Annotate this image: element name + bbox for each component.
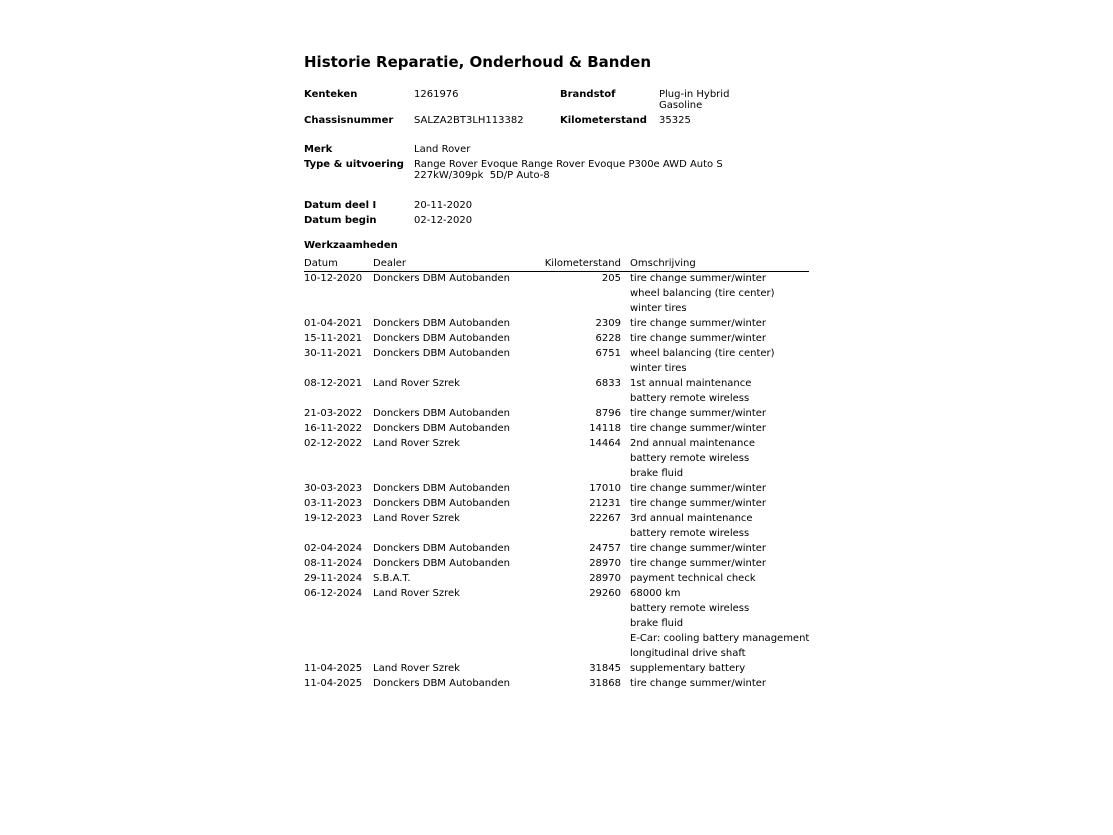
- cell-date: 01-04-2021: [304, 318, 363, 329]
- cell-date: 06-12-2024: [304, 588, 363, 599]
- type-value: [414, 159, 723, 181]
- cell-date: 03-11-2023: [304, 498, 363, 509]
- cell-description: payment technical check: [630, 573, 756, 584]
- cell-kilometerstand: 2309: [595, 318, 621, 329]
- datum-begin-label: Datum begin: [304, 215, 377, 226]
- cell-description: 2nd annual maintenance: [630, 438, 755, 449]
- cell-description: winter tires: [630, 363, 687, 374]
- cell-dealer: Land Rover Szrek: [373, 588, 460, 599]
- cell-dealer: Land Rover Szrek: [373, 378, 460, 389]
- cell-kilometerstand: 28970: [589, 573, 621, 584]
- cell-description: tire change summer/winter: [630, 498, 767, 509]
- cell-dealer: Land Rover Szrek: [373, 438, 460, 449]
- table-row: [304, 678, 809, 693]
- cell-kilometerstand: 31868: [589, 678, 621, 689]
- table-row: [304, 393, 809, 408]
- cell-description: battery remote wireless: [630, 453, 750, 464]
- table-row: [304, 588, 809, 603]
- cell-description: wheel balancing (tire center): [630, 288, 775, 299]
- cell-description: tire change summer/winter: [630, 543, 767, 554]
- work-table-body: [304, 273, 809, 693]
- kenteken-label: Kenteken: [304, 89, 358, 100]
- cell-dealer: Donckers DBM Autobanden: [373, 678, 510, 689]
- datum-deel-value: 20-11-2020: [414, 200, 473, 211]
- column-header-date: Datum: [304, 258, 338, 269]
- table-row: [304, 468, 809, 483]
- cell-description: winter tires: [630, 303, 687, 314]
- cell-description: tire change summer/winter: [630, 483, 767, 494]
- cell-date: 30-11-2021: [304, 348, 363, 359]
- cell-date: 21-03-2022: [304, 408, 363, 419]
- cell-date: 08-11-2024: [304, 558, 363, 569]
- type-line-2: 227kW/309pk 5D/P Auto-8: [414, 170, 550, 181]
- table-row: [304, 438, 809, 453]
- table-row: [304, 648, 809, 663]
- kenteken-value: 1261976: [414, 89, 459, 100]
- cell-date: 08-12-2021: [304, 378, 363, 389]
- cell-dealer: Donckers DBM Autobanden: [373, 483, 510, 494]
- cell-date: 11-04-2025: [304, 678, 363, 689]
- cell-dealer: Donckers DBM Autobanden: [373, 498, 510, 509]
- cell-description: 68000 km: [630, 588, 681, 599]
- cell-kilometerstand: 31845: [589, 663, 621, 674]
- werkzaamheden-heading: Werkzaamheden: [304, 240, 398, 251]
- table-row: [304, 348, 809, 363]
- datum-deel-label: Datum deel I: [304, 200, 377, 211]
- cell-kilometerstand: 21231: [589, 498, 621, 509]
- table-row: [304, 363, 809, 378]
- cell-dealer: S.B.A.T.: [373, 573, 411, 584]
- table-row: [304, 453, 809, 468]
- cell-kilometerstand: 14464: [589, 438, 621, 449]
- cell-kilometerstand: 24757: [589, 543, 621, 554]
- table-row: [304, 303, 809, 318]
- cell-kilometerstand: 22267: [589, 513, 621, 524]
- cell-description: supplementary battery: [630, 663, 746, 674]
- cell-description: brake fluid: [630, 618, 684, 629]
- cell-date: 10-12-2020: [304, 273, 363, 284]
- cell-dealer: Donckers DBM Autobanden: [373, 333, 510, 344]
- merk-label: Merk: [304, 144, 333, 155]
- cell-date: 16-11-2022: [304, 423, 363, 434]
- cell-kilometerstand: 17010: [589, 483, 621, 494]
- cell-kilometerstand: 8796: [595, 408, 621, 419]
- cell-dealer: Donckers DBM Autobanden: [373, 318, 510, 329]
- cell-date: 15-11-2021: [304, 333, 363, 344]
- chassis-label: Chassisnummer: [304, 115, 394, 126]
- chassis-value: SALZA2BT3LH113382: [414, 115, 524, 126]
- cell-dealer: Donckers DBM Autobanden: [373, 273, 510, 284]
- cell-description: wheel balancing (tire center): [630, 348, 775, 359]
- cell-kilometerstand: 6751: [595, 348, 621, 359]
- cell-dealer: Donckers DBM Autobanden: [373, 423, 510, 434]
- cell-kilometerstand: 6228: [595, 333, 621, 344]
- cell-dealer: Donckers DBM Autobanden: [373, 543, 510, 554]
- cell-description: E-Car: cooling battery management: [630, 633, 810, 644]
- table-row: [304, 618, 809, 633]
- cell-date: 19-12-2023: [304, 513, 363, 524]
- table-row: [304, 573, 809, 588]
- cell-description: tire change summer/winter: [630, 273, 767, 284]
- cell-kilometerstand: 6833: [595, 378, 621, 389]
- cell-description: battery remote wireless: [630, 603, 750, 614]
- cell-description: tire change summer/winter: [630, 423, 767, 434]
- kilometerstand-label: Kilometerstand: [560, 115, 647, 126]
- type-line-1: Range Rover Evoque Range Rover Evoque P300e AWD Auto S: [414, 159, 723, 170]
- cell-description: battery remote wireless: [630, 393, 750, 404]
- table-row: [304, 333, 809, 348]
- datum-begin-value: 02-12-2020: [414, 215, 473, 226]
- table-row: [304, 408, 809, 423]
- cell-date: 29-11-2024: [304, 573, 363, 584]
- column-header-km: Kilometerstand: [544, 258, 621, 269]
- table-row: [304, 318, 809, 333]
- cell-kilometerstand: 14118: [589, 423, 621, 434]
- brandstof-line-2: Gasoline: [659, 100, 703, 111]
- cell-kilometerstand: 28970: [589, 558, 621, 569]
- table-row: [304, 273, 809, 288]
- cell-kilometerstand: 205: [601, 273, 621, 284]
- table-row: [304, 528, 809, 543]
- table-row: [304, 633, 809, 648]
- type-label: Type & uitvoering: [304, 159, 404, 170]
- cell-date: 11-04-2025: [304, 663, 363, 674]
- table-row: [304, 513, 809, 528]
- cell-date: 02-04-2024: [304, 543, 363, 554]
- table-row: [304, 288, 809, 303]
- brandstof-value: [659, 89, 729, 111]
- brandstof-label: Brandstof: [560, 89, 616, 100]
- table-row: [304, 423, 809, 438]
- page-title: Historie Reparatie, Onderhoud & Banden: [304, 53, 652, 71]
- cell-description: tire change summer/winter: [630, 678, 767, 689]
- table-row: [304, 558, 809, 573]
- column-header-description: Omschrijving: [630, 258, 696, 269]
- table-header: [304, 258, 809, 272]
- table-row: [304, 378, 809, 393]
- cell-dealer: Donckers DBM Autobanden: [373, 408, 510, 419]
- cell-dealer: Land Rover Szrek: [373, 663, 460, 674]
- table-row: [304, 483, 809, 498]
- table-row: [304, 543, 809, 558]
- cell-description: tire change summer/winter: [630, 558, 767, 569]
- brandstof-line-1: Plug-in Hybrid: [659, 89, 730, 100]
- cell-description: longitudinal drive shaft: [630, 648, 746, 659]
- cell-description: tire change summer/winter: [630, 318, 767, 329]
- cell-description: tire change summer/winter: [630, 408, 767, 419]
- kilometerstand-value: 35325: [659, 115, 691, 126]
- cell-date: 30-03-2023: [304, 483, 363, 494]
- table-row: [304, 663, 809, 678]
- cell-kilometerstand: 29260: [589, 588, 621, 599]
- cell-description: 3rd annual maintenance: [630, 513, 753, 524]
- cell-description: brake fluid: [630, 468, 684, 479]
- cell-dealer: Donckers DBM Autobanden: [373, 348, 510, 359]
- merk-value: Land Rover: [414, 144, 471, 155]
- table-row: [304, 498, 809, 513]
- cell-dealer: Land Rover Szrek: [373, 513, 460, 524]
- cell-date: 02-12-2022: [304, 438, 363, 449]
- table-row: [304, 603, 809, 618]
- cell-description: tire change summer/winter: [630, 333, 767, 344]
- cell-description: 1st annual maintenance: [630, 378, 752, 389]
- column-header-dealer: Dealer: [373, 258, 407, 269]
- cell-dealer: Donckers DBM Autobanden: [373, 558, 510, 569]
- cell-description: battery remote wireless: [630, 528, 750, 539]
